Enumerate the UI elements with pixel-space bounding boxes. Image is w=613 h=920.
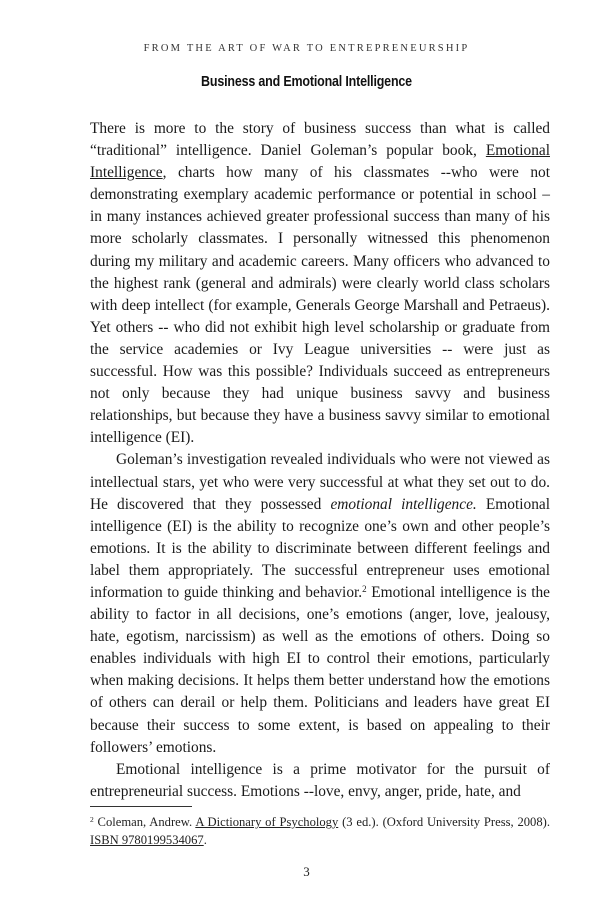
paragraph-3-text: Emotional intelligence is a prime motivator for the pursuit of entrepreneurial success. Emotions --love, envy, anger, pride, hate, and xyxy=(90,760,550,800)
footnote-text-c: . xyxy=(203,833,207,847)
footnote-reference[interactable]: 2 xyxy=(362,583,367,594)
footnote xyxy=(90,813,550,849)
paragraph-3 xyxy=(90,759,550,803)
footnote-marker: 2 xyxy=(90,815,94,824)
running-head: FROM THE ART OF WAR TO ENTREPRENEURSHIP xyxy=(143,43,470,54)
paragraph-1 xyxy=(90,118,550,449)
paragraph-2 xyxy=(90,449,550,758)
body-text xyxy=(90,118,550,803)
footnote-text-a: Coleman, Andrew. xyxy=(93,815,196,829)
paragraph-2-text-a: Goleman’s investigation revealed individuals who were not viewed as intellectual stars, yet who were very successful at what they set out to do. He discovered that they possessed xyxy=(90,451,550,513)
footnote-text-b: (3 ed.). (Oxford University Press, 2008). xyxy=(338,815,550,829)
footnote-divider xyxy=(90,806,192,807)
paragraph-1-text-b: , charts how many of his classmates --who were not demonstrating exemplary academic performance or potential in school – in many instances achieved greater professional success than many of his more scholarly classmates. I personally witnessed this phenomenon during my military and academic careers. Many officers who advanced to the highest rank (general and admirals) were clearly world class scholars with deep intellect (for example, Generals George Marshall and Petraeus). Yet others -- who did not exhibit high level scholarship or graduate from the service academies or Ivy League universities -- were just as successful. How was this possible? Individuals succeed as entrepreneurs not only because they had unique business savvy and business relationships, but because they have a business savvy similar to emotional intelligence (EI). xyxy=(90,164,550,447)
paragraph-1-text-a: There is more to the story of business success than what is called “traditional” intelligence. Daniel Goleman’s popular book, xyxy=(90,120,550,160)
section-title: Business and Emotional Intelligence xyxy=(201,74,412,90)
book-title-link[interactable]: Emotional Intelligence xyxy=(90,142,550,182)
emphasis-text: emotional intelligence. xyxy=(330,495,477,513)
isbn-link[interactable]: ISBN 9780199534067 xyxy=(90,833,204,847)
paragraph-2-text-c: Emotional intelligence is the ability to factor in all decisions, one’s emotions (anger, love, jealousy, hate, egotism, narcissism) as well as the emotions of others. Doing so enables individuals with high EI to control their emotions, particularly when making decisions. It helps them better understand how the emotions of others can derail or help them. Politicians and leaders have great EI because their success to some extent, is based on appealing to their followers’ emotions. xyxy=(90,583,550,756)
page-number: 3 xyxy=(303,864,310,879)
dictionary-link[interactable]: A Dictionary of Psychology xyxy=(195,815,339,829)
paragraph-2-text-b: Emotional intelligence (EI) is the ability to recognize one’s own and other people’s emotions. It is the ability to discriminate between different feelings and label them appropriately. The successful entrepreneur uses emotional information to guide thinking and behavior. xyxy=(90,495,550,601)
